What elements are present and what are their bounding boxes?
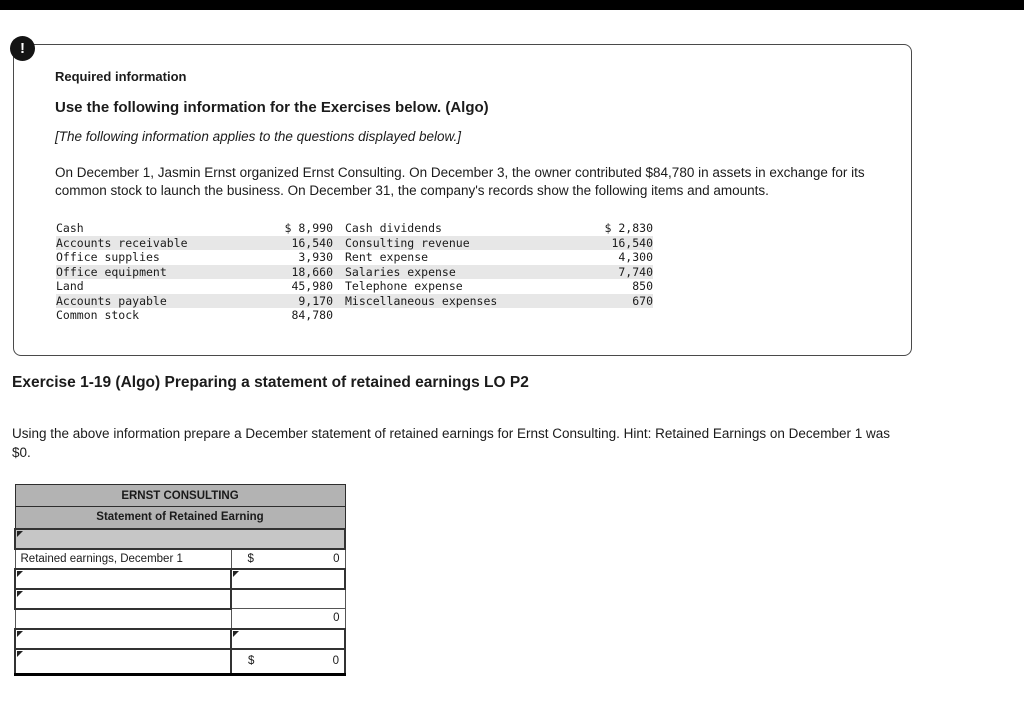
worksheet-period-input-cell[interactable] [15, 529, 345, 549]
ledger-right-name: Telephone expense [345, 279, 463, 294]
worksheet-statement-title: Statement of Retained Earning [15, 507, 345, 529]
ledger-row [56, 265, 653, 280]
currency-symbol: $ [247, 552, 254, 565]
worksheet-input-amount-1[interactable] [231, 569, 345, 589]
ledger-right-name: Salaries expense [345, 265, 565, 280]
ledger-right-name: Miscellaneous expenses [345, 294, 565, 309]
ledger-right-name [345, 308, 565, 323]
ledger-spacer [333, 250, 345, 265]
worksheet-label-retained-earnings[interactable]: Retained earnings, December 1 [15, 549, 231, 569]
ledger-row [56, 221, 653, 236]
worksheet-empty-label [15, 609, 231, 629]
worksheet-input-label-1[interactable] [15, 569, 231, 589]
ledger-left-name: Office equipment [56, 265, 271, 280]
ledger-spacer [333, 294, 345, 309]
ledger-left-amount: 9,170 [271, 294, 333, 309]
ledger-spacer [333, 221, 345, 236]
ledger-row [56, 250, 653, 265]
alert-exclamation-icon [10, 36, 35, 61]
worksheet-title-row [15, 485, 345, 507]
input-marker-icon [17, 531, 23, 537]
ledger-left-name: Common stock [56, 308, 140, 323]
worksheet-row [15, 569, 345, 589]
ledger-left-amount: $ 8,990 [284, 221, 333, 236]
ledger-right-amount: 4,300 [618, 250, 653, 265]
currency-symbol: $ [248, 655, 255, 668]
alert-symbol: ! [20, 40, 25, 57]
worksheet-row [15, 629, 345, 649]
ledger-right-amount: 850 [632, 279, 653, 294]
ledger-right-amount: 670 [565, 294, 653, 309]
worksheet-total-row [15, 649, 345, 675]
ledger-right-amount: $ 2,830 [604, 221, 653, 236]
worksheet-input-amount-2[interactable] [231, 629, 345, 649]
worksheet-empty-amount [231, 589, 345, 609]
worksheet-total-amount [231, 649, 345, 675]
input-marker-icon [17, 651, 23, 657]
worksheet-subtotal-amount [231, 609, 345, 629]
worksheet-input-label-2[interactable] [15, 589, 231, 609]
ledger-right-amount: 16,540 [565, 236, 653, 251]
top-bar [0, 0, 1024, 10]
ledger-table [56, 221, 653, 323]
worksheet-row [15, 609, 345, 629]
ledger-row [56, 236, 653, 251]
ledger-right-amount: 7,740 [565, 265, 653, 280]
ledger-left-name: Office supplies [56, 250, 160, 265]
ledger-left-name: Accounts receivable [56, 236, 271, 251]
input-marker-icon [17, 571, 23, 577]
retained-earnings-worksheet [14, 484, 346, 676]
ledger-left-name: Cash [56, 221, 84, 236]
ledger-left-amount: 84,780 [291, 308, 333, 323]
worksheet-period-row [15, 529, 345, 549]
amount-value: 0 [332, 655, 339, 668]
ledger-left-amount: 18,660 [271, 265, 333, 280]
ledger-left-amount: 45,980 [291, 279, 333, 294]
ledger-spacer [333, 265, 345, 280]
worksheet-amount-retained-earnings [231, 549, 345, 569]
ledger-left-amount: 3,930 [298, 250, 333, 265]
scenario-paragraph: On December 1, Jasmin Ernst organized Ernst Consulting. On December 3, the owner contributed $84,780 in assets in exchange for its common stock to launch the business. On December 31, the company's records show the following items and amounts. [55, 165, 865, 198]
required-info-label: Required information [55, 69, 187, 84]
ledger-spacer [333, 279, 345, 294]
ledger-right-name: Rent expense [345, 250, 429, 265]
ledger-left-amount: 16,540 [271, 236, 333, 251]
info-title: Use the following information for the Exercises below. (Algo) [55, 99, 489, 116]
exercise-instructions: Using the above information prepare a December statement of retained earnings for Ernst Consulting. Hint: Retained Earnings on December 1 was $0. [12, 426, 890, 460]
worksheet-row [15, 589, 345, 609]
ledger-row [56, 279, 653, 294]
input-marker-icon [17, 631, 23, 637]
ledger-spacer [333, 308, 345, 323]
ledger-right-name: Cash dividends [345, 221, 442, 236]
ledger-left-name: Land [56, 279, 84, 294]
worksheet-input-label-3[interactable] [15, 629, 231, 649]
ledger-right-name: Consulting revenue [345, 236, 565, 251]
worksheet-input-label-4[interactable] [15, 649, 231, 675]
input-marker-icon [233, 571, 239, 577]
worksheet-company-title: ERNST CONSULTING [15, 485, 345, 507]
info-note: [The following information applies to the questions displayed below.] [55, 129, 461, 144]
input-marker-icon [17, 591, 23, 597]
worksheet-row [15, 549, 345, 569]
ledger-spacer [333, 236, 345, 251]
ledger-right-amount [565, 308, 653, 323]
required-information-panel [13, 44, 912, 356]
ledger-row [56, 294, 653, 309]
exercise-heading: Exercise 1-19 (Algo) Preparing a statement of retained earnings LO P2 [12, 374, 529, 391]
amount-value: 0 [333, 612, 340, 625]
worksheet-subtitle-row [15, 507, 345, 529]
ledger-row [56, 308, 653, 323]
amount-value: 0 [333, 552, 340, 565]
ledger-left-name: Accounts payable [56, 294, 271, 309]
input-marker-icon [233, 631, 239, 637]
